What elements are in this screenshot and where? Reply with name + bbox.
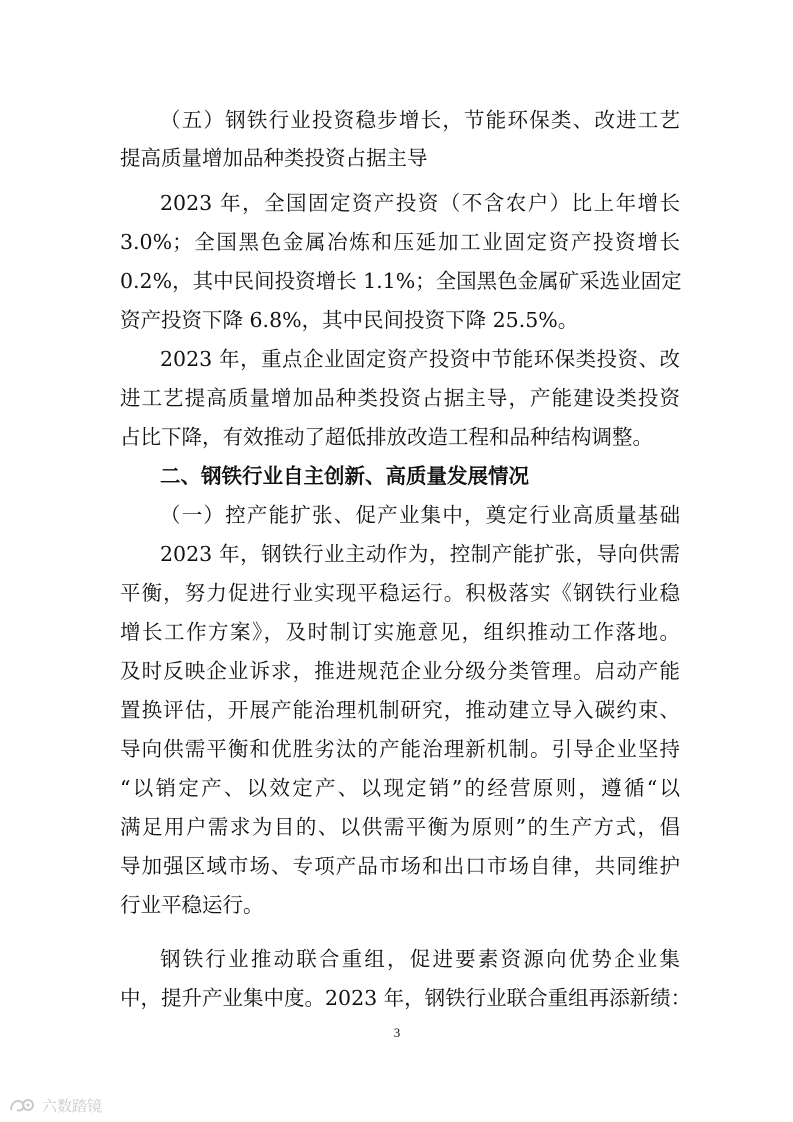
- paragraph-line: 2023 年，钢铁行业主动作为，控制产能扩张，导向供需: [160, 542, 680, 566]
- paragraph-line: 行业平稳运行。: [120, 893, 264, 917]
- paragraph-line: 平衡，努力促进行业实现平稳运行。积极落实《钢铁行业稳: [120, 581, 680, 605]
- paragraph-line: 置换评估，开展产能治理机制研究，推动建立导入碳约束、: [120, 698, 680, 722]
- paragraph-line: 2023 年，重点企业固定资产投资中节能环保类投资、改: [160, 347, 680, 371]
- paragraph-line: 进工艺提高质量增加品种类投资占据主导，产能建设类投资: [120, 386, 680, 410]
- chapter-heading: 二、钢铁行业自主创新、高质量发展情况: [160, 464, 529, 488]
- watermark: [8, 1093, 102, 1117]
- paragraph-line: 满足用户需求为目的、以供需平衡为原则”的生产方式，倡: [120, 815, 680, 839]
- paragraph-line: 3.0%；全国黑色金属冶炼和压延加工业固定资产投资增长: [120, 230, 680, 254]
- section-heading-five-line-1: （五）钢铁行业投资稳步增长，节能环保类、改进工艺: [160, 108, 680, 132]
- section-heading-five-line-2: 提高质量增加品种类投资占据主导: [120, 146, 428, 170]
- watermark-logo-icon: [8, 1095, 36, 1115]
- paragraph-line: 钢铁行业推动联合重组，促进要素资源向优势企业集: [160, 947, 680, 971]
- section-heading-one: （一）控产能扩张、促产业集中，奠定行业高质量基础: [160, 503, 680, 527]
- watermark-text: 六数踏镜: [42, 1096, 103, 1115]
- paragraph-line: 占比下降，有效推动了超低排放改造工程和品种结构调整。: [120, 425, 653, 449]
- page-number: 3: [393, 1025, 401, 1040]
- paragraph-line: 及时反映企业诉求，推进规范企业分级分类管理。启动产能: [120, 659, 680, 683]
- paragraph-line: 导向供需平衡和优胜劣汰的产能治理新机制。引导企业坚持: [120, 737, 680, 761]
- paragraph-line: 2023 年，全国固定资产投资（不含农户）比上年增长: [160, 191, 680, 215]
- paragraph-line: 增长工作方案》，及时制订实施意见，组织推动工作落地。: [120, 620, 680, 644]
- paragraph-line: “以销定产、以效定产、以现定销”的经营原则，遵循“以: [120, 776, 680, 800]
- paragraph-line: 资产投资下降 6.8%，其中民间投资下降 25.5%。: [120, 308, 579, 332]
- paragraph-line: 中，提升产业集中度。2023 年，钢铁行业联合重组再添新绩：: [120, 986, 692, 1010]
- paragraph-line: 0.2%，其中民间投资增长 1.1%；全国黑色金属矿采选业固定: [120, 269, 682, 293]
- paragraph-line: 导加强区域市场、专项产品市场和出口市场自律，共同维护: [120, 854, 680, 878]
